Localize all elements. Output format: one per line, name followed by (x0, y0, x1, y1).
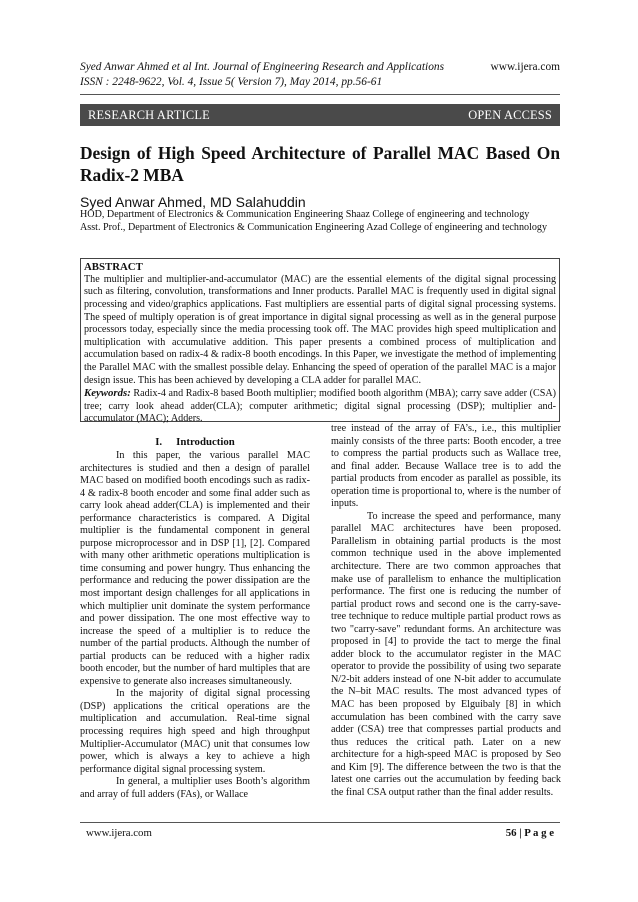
author-list: Syed Anwar Ahmed, MD Salahuddin (80, 194, 306, 210)
keywords-text: Radix-4 and Radix-8 based Booth multiplier; modified booth algorithm (MBA); carry save adder (CSA) tree; carry look ahead adder(CLA); computer arithmetic; digital signal processing (DSP); multiplier and-accumulator (MAC); Adders. (84, 388, 556, 425)
abstract-heading: ABSTRACT (84, 261, 143, 273)
affiliation: Asst. Prof., Department of Electronics & Communication Engineering Azad College of engineering and technology (80, 221, 547, 233)
section-title: Introduction (176, 436, 235, 448)
left-column (80, 436, 310, 801)
paragraph: In the majority of digital signal processing (DSP) applications the critical operations are the multiplication and accumulation. Real-time signal processing requires high speed and high throughput Multiplier-Accumulator (MAC) unit that consumes low power, which is always a key to achieve a high performance digital signal processing system. (80, 688, 310, 775)
page-number: 56 | P a g e (505, 827, 554, 839)
header-rule (80, 94, 560, 95)
open-access-label: OPEN ACCESS (468, 107, 552, 122)
section-number: I. (155, 436, 163, 448)
paragraph: To increase the speed and performance, many parallel MAC architectures have been proposed. Parallelism in obtaining partial products is the most common technique used in the above implemented architecture. There are two common approaches that make use of parallelism to enhance the multiplication performance. The first one is reducing the number of partial product rows and second one is the carry-save-tree technique to reduce multiple partial product rows as two "carry-save" redundant forms. An architecture was proposed in [4] to provide the tact to merge the final adder block to the accumulator register in the MAC operator to provide the possibility of using two separate N/2-bit adders instead of one N-bit adder to accumulate the N–bit MAC results. The most advanced types of MAC has been proposed by Elguibaly [8] in which accumulation has been combined with the carry save adder (CSA) tree that compresses partial products and thus reduces the critical path. Later on a new architecture for a high-speed MAC is proposed by Seo and Kim [9]. The difference between the two is that the latest one carries out the accumulation by feeding back the final CSA output rather than the final adder results. (331, 510, 561, 798)
section-heading-introduction (80, 436, 310, 449)
paper-title: Design of High Speed Architecture of Parallel MAC Based On Radix-2 MBA (80, 143, 560, 185)
keywords (84, 387, 556, 426)
running-header (80, 60, 560, 90)
right-column (331, 423, 561, 799)
journal-citation: Syed Anwar Ahmed et al Int. Journal of Engineering Research and Applications (80, 61, 445, 73)
paragraph: tree instead of the array of FA’s., i.e., this multiplier mainly consists of the three parts: Booth encoder, a tree to compress the partial products such as Wallace tree, and final adder. Because Wallace tree is to add the partial products from encoder as parallel as possible, its operation time is proportional to, where is the number of inputs. (331, 423, 561, 510)
abstract-text: The multiplier and multiplier-and-accumulator (MAC) are the essential elements of the digital signal processing such as filtering, convolution, transformations and Inner products. Parallel MAC is frequently used in digital signal processing and video/graphics applications. Fast multipliers are essential parts of digital signal processing systems. The speed of multiply operation is of great importance in digital signal processing as well as in the general purpose processors today, especially since the media processing took off. The MAC provides high speed multiplication and multiplication with accumulative addition. This paper presents a combined process of multiplication and accumulation based on radix-4 & radix-8 booth encodings. In this Paper, we investigate the method of implementing the Parallel MAC with the smallest possible delay. Enhancing the speed of operation of the parallel MAC is a major design issue. This has been achieved by developing a CLA adder for parallel MAC. (84, 273, 556, 386)
affiliations (80, 209, 560, 234)
paragraph: In general, a multiplier uses Booth’s algorithm and array of full adders (FAs), or Wallace (80, 776, 310, 800)
research-article-label: RESEARCH ARTICLE (88, 107, 210, 122)
page-footer (80, 823, 560, 843)
affiliation: HOD, Department of Electronics & Communication Engineering Shaaz College of engineering and technology (80, 209, 530, 220)
paragraph: In this paper, the various parallel MAC architectures is studied and then a design of parallel MAC based on modified booth encodings such as radix-4 & radix-8 booth encoder and some final adder such as carry look ahead adder(CLA) is implemented and their performance characteristics is compared. A Digital multiplier is the fundamental component in general purpose microprocessor and in DSP [1], [2]. Compared with many other arithmetic operations multiplication is time consuming and power hungry. Thus enhancing the performance and reducing the power dissipation are the most important design challenges for all applications in which multiplier unit dominate the system performance and power dissipation. The one most effective way to increase the speed of a multiplier is to reduce the number of the partial products. Although the number of partial products can be reduced with a higher radix booth encoder, but the number of hard multiples that are expensive to generate also increases simultaneously. (80, 450, 310, 687)
article-type-banner (80, 104, 560, 126)
abstract-box (80, 258, 560, 425)
journal-website-link[interactable]: www.ijera.com (490, 61, 560, 73)
issn-line: ISSN : 2248-9622, Vol. 4, Issue 5( Version 7), May 2014, pp.56-61 (80, 76, 383, 88)
footer-website-link[interactable]: www.ijera.com (86, 827, 152, 839)
keywords-label: Keywords: (84, 387, 131, 400)
